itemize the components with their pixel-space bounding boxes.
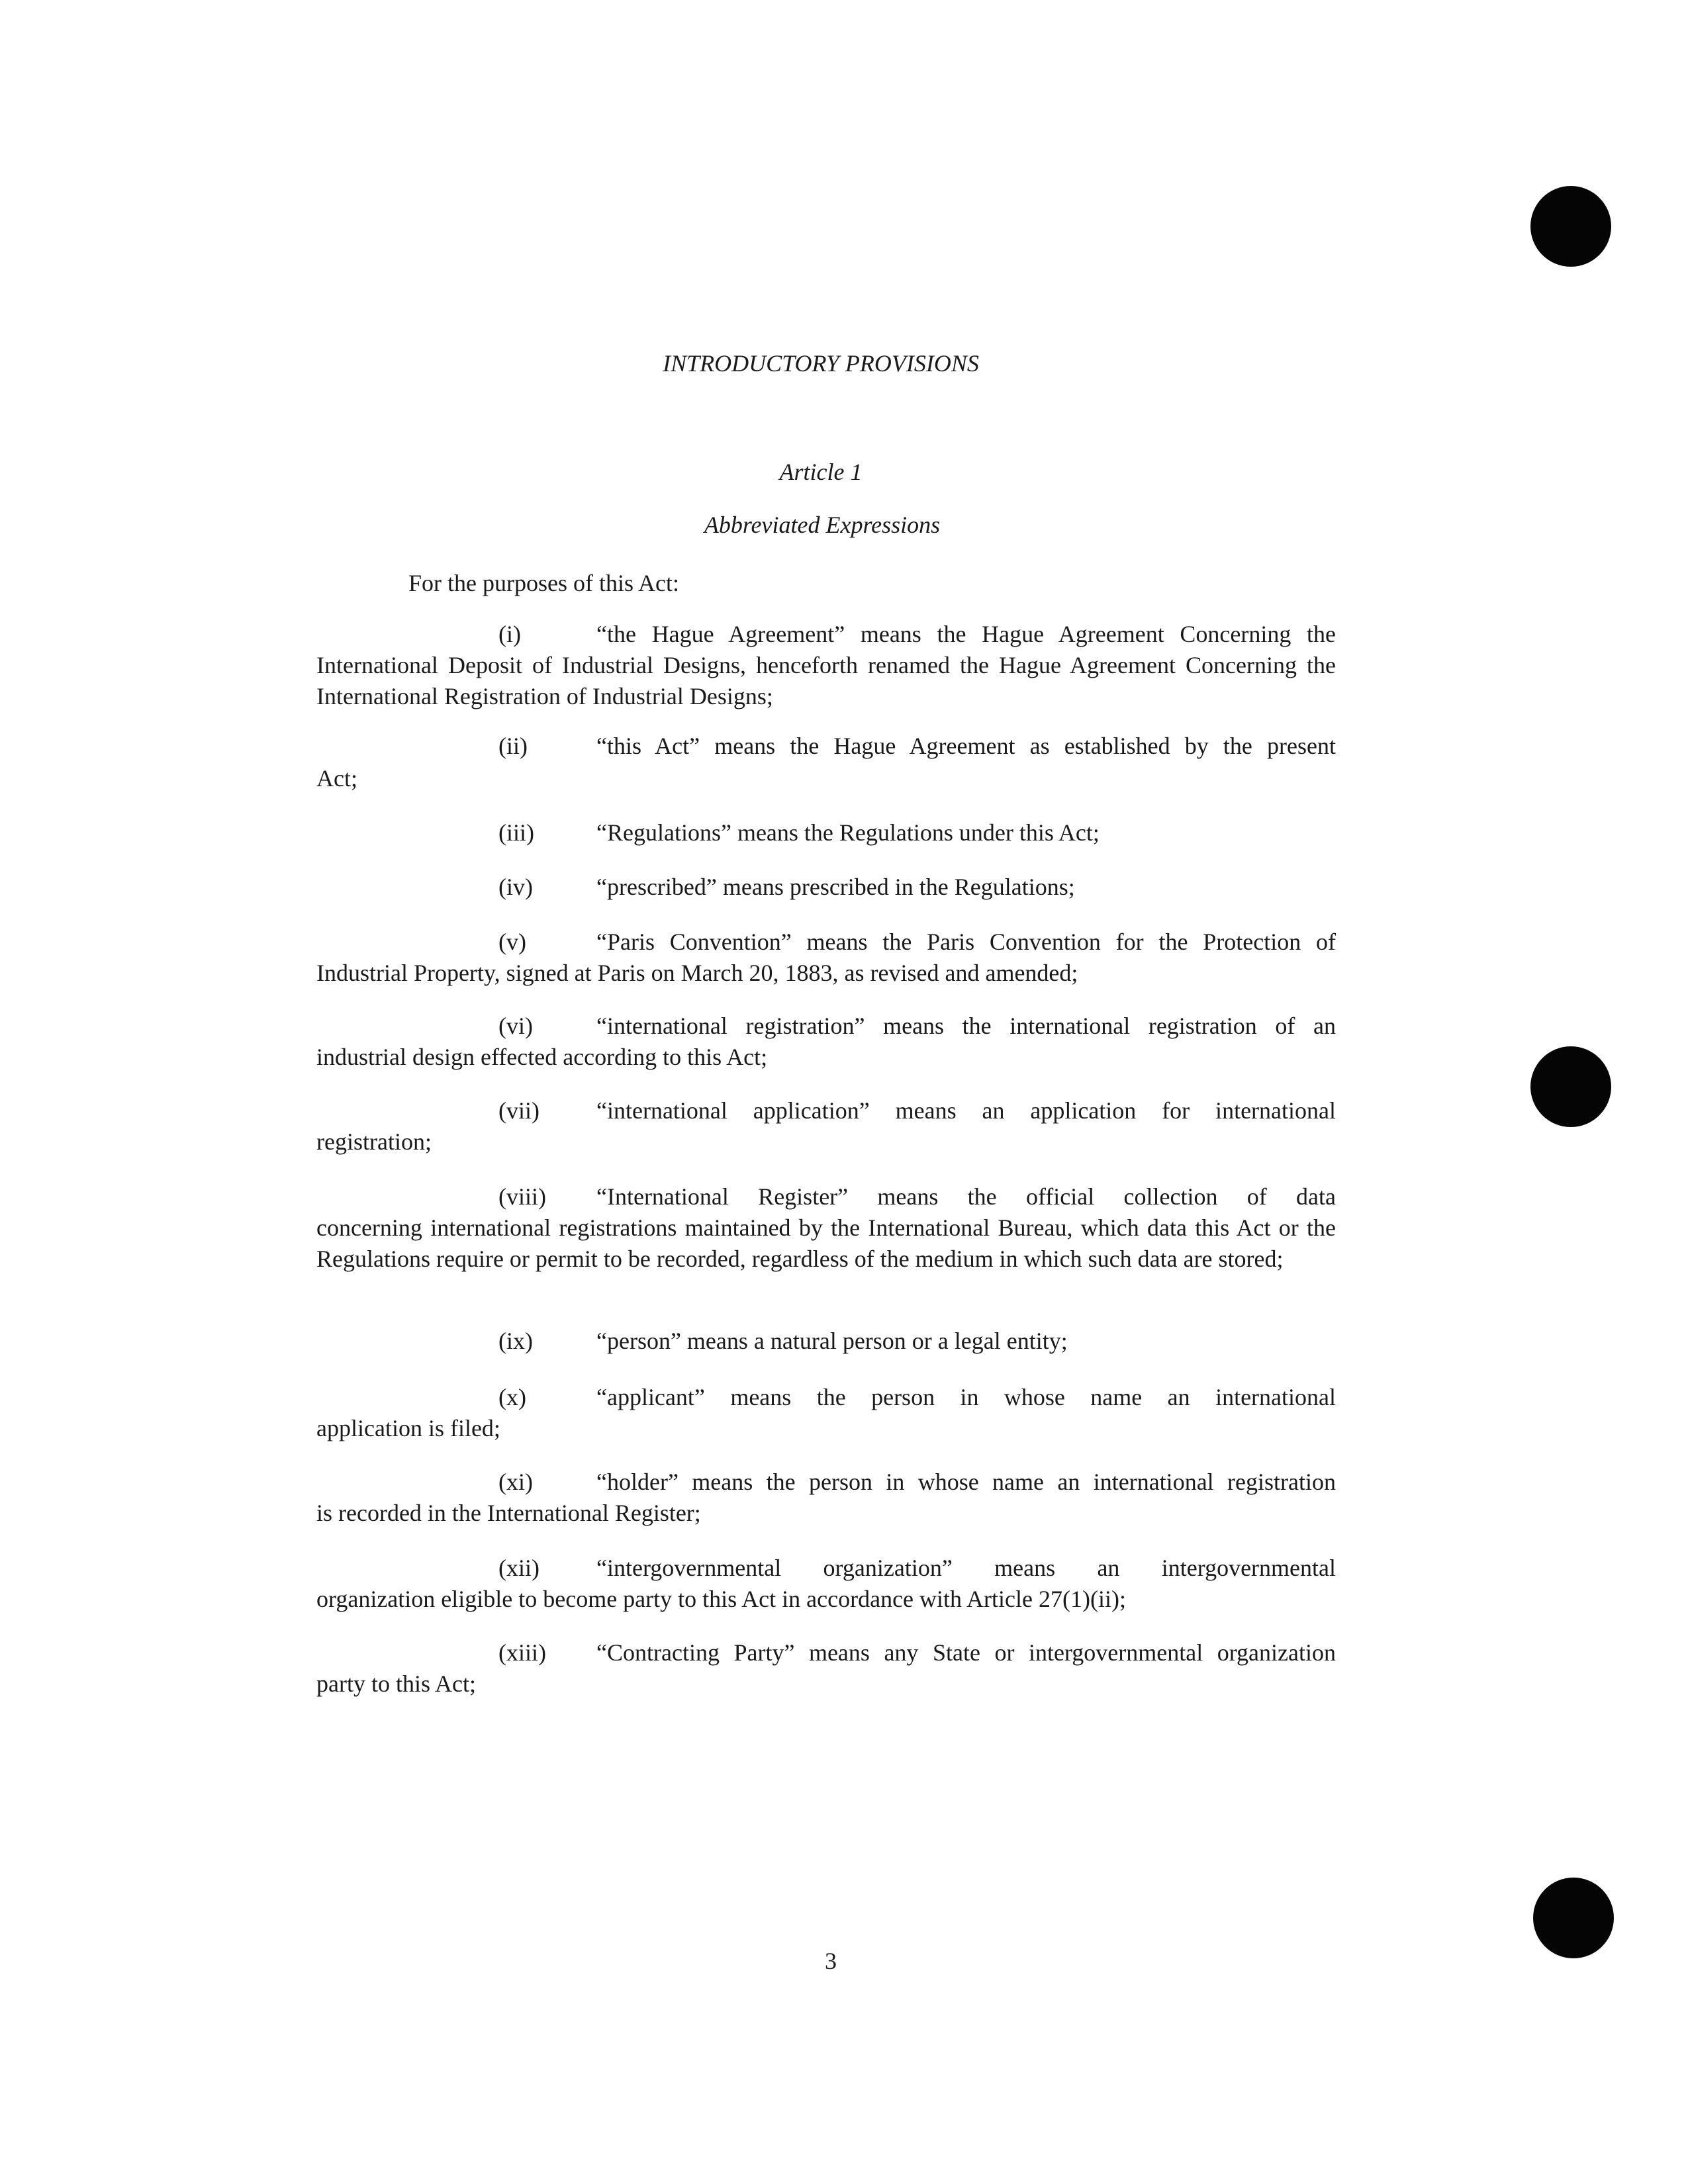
definition-item bbox=[316, 872, 1336, 903]
definition-first-line bbox=[316, 1382, 1336, 1413]
definition-lead: “prescribed” means prescribed in the Regulations; bbox=[596, 874, 1075, 900]
article-number: Article 1 bbox=[779, 459, 863, 485]
definition-continuation: International Deposit of Industrial Designs, henceforth renamed the Hague Agreement Concerning the International Registration of Industrial Designs; bbox=[316, 652, 1336, 709]
definition-lead: “Contracting Party” means any State or intergovernmental organization bbox=[596, 1639, 1336, 1666]
definition-number: (v) bbox=[498, 929, 526, 955]
intro-sentence: For the purposes of this Act: bbox=[408, 570, 679, 596]
definition-lead: “holder” means the person in whose name an international registration bbox=[596, 1469, 1336, 1495]
punch-hole-top bbox=[1530, 186, 1611, 267]
punch-hole-bottom bbox=[1533, 1878, 1614, 1958]
definition-first-line bbox=[316, 817, 1336, 848]
definition-number: (iv) bbox=[498, 874, 533, 900]
definition-item bbox=[316, 1382, 1336, 1444]
definition-number: (i) bbox=[498, 621, 521, 647]
definition-continuation: application is filed; bbox=[316, 1415, 500, 1441]
definition-number: (ix) bbox=[498, 1328, 533, 1354]
definition-first-line bbox=[316, 1637, 1336, 1668]
definition-item bbox=[316, 927, 1336, 989]
definition-lead: “applicant” means the person in whose name an international bbox=[596, 1384, 1336, 1410]
definition-item bbox=[316, 731, 1336, 794]
definition-continuation: industrial design effected according to this Act; bbox=[316, 1044, 768, 1070]
definition-item bbox=[316, 1181, 1336, 1275]
definition-lead: “international registration” means the international registration of an bbox=[596, 1013, 1336, 1039]
definition-lead: “Regulations” means the Regulations under this Act; bbox=[596, 819, 1100, 846]
definition-lead: “the Hague Agreement” means the Hague Agreement Concerning the bbox=[596, 621, 1336, 647]
definition-number: (vii) bbox=[498, 1097, 539, 1124]
definition-first-line bbox=[316, 619, 1336, 650]
definition-first-line bbox=[316, 1467, 1336, 1498]
definition-number: (x) bbox=[498, 1384, 526, 1410]
definition-continuation: is recorded in the International Register; bbox=[316, 1500, 701, 1526]
page-number: 3 bbox=[825, 1948, 837, 1974]
definition-continuation: Act; bbox=[316, 765, 357, 792]
definition-first-line bbox=[316, 1181, 1336, 1212]
definition-item bbox=[316, 1095, 1336, 1158]
definition-first-line bbox=[316, 1553, 1336, 1584]
definition-item bbox=[316, 1326, 1336, 1357]
definition-number: (xii) bbox=[498, 1555, 539, 1581]
definition-item bbox=[316, 1011, 1336, 1073]
definition-lead: “this Act” means the Hague Agreement as established by the present bbox=[596, 733, 1336, 759]
definition-item bbox=[316, 1467, 1336, 1529]
definition-lead: “intergovernmental organization” means an intergovernmental bbox=[596, 1555, 1336, 1581]
definition-lead: “person” means a natural person or a legal entity; bbox=[596, 1328, 1068, 1354]
section-heading: INTRODUCTORY PROVISIONS bbox=[663, 350, 979, 377]
definition-continuation: concerning international registrations maintained by the International Bureau, which data this Act or the Regulations require or permit to be recorded, regardless of the medium in which such data are stored; bbox=[316, 1214, 1336, 1272]
definition-continuation: Industrial Property, signed at Paris on March 20, 1883, as revised and amended; bbox=[316, 960, 1078, 986]
definition-first-line bbox=[316, 1326, 1336, 1357]
article-title: Abbreviated Expressions bbox=[704, 512, 941, 538]
definition-first-line bbox=[316, 1011, 1336, 1042]
definition-item bbox=[316, 1553, 1336, 1615]
definition-number: (vi) bbox=[498, 1013, 533, 1039]
definition-lead: “International Register” means the official collection of data bbox=[596, 1183, 1336, 1210]
definition-number: (xi) bbox=[498, 1469, 533, 1495]
definition-number: (ii) bbox=[498, 733, 528, 759]
definition-first-line bbox=[316, 1095, 1336, 1126]
definition-item bbox=[316, 817, 1336, 848]
definition-item bbox=[316, 1637, 1336, 1700]
definition-first-line bbox=[316, 927, 1336, 958]
definition-item bbox=[316, 619, 1336, 712]
definition-lead: “international application” means an application for international bbox=[596, 1097, 1336, 1124]
punch-hole-middle bbox=[1530, 1046, 1611, 1127]
definition-number: (iii) bbox=[498, 819, 534, 846]
definition-continuation: party to this Act; bbox=[316, 1670, 476, 1697]
definition-continuation: organization eligible to become party to this Act in accordance with Article 27(1)(ii); bbox=[316, 1586, 1126, 1612]
definition-number: (xiii) bbox=[498, 1639, 546, 1666]
definition-first-line bbox=[316, 872, 1336, 903]
definition-first-line bbox=[316, 731, 1336, 762]
definition-lead: “Paris Convention” means the Paris Convention for the Protection of bbox=[596, 929, 1336, 955]
definition-continuation: registration; bbox=[316, 1128, 432, 1155]
definition-number: (viii) bbox=[498, 1183, 546, 1210]
